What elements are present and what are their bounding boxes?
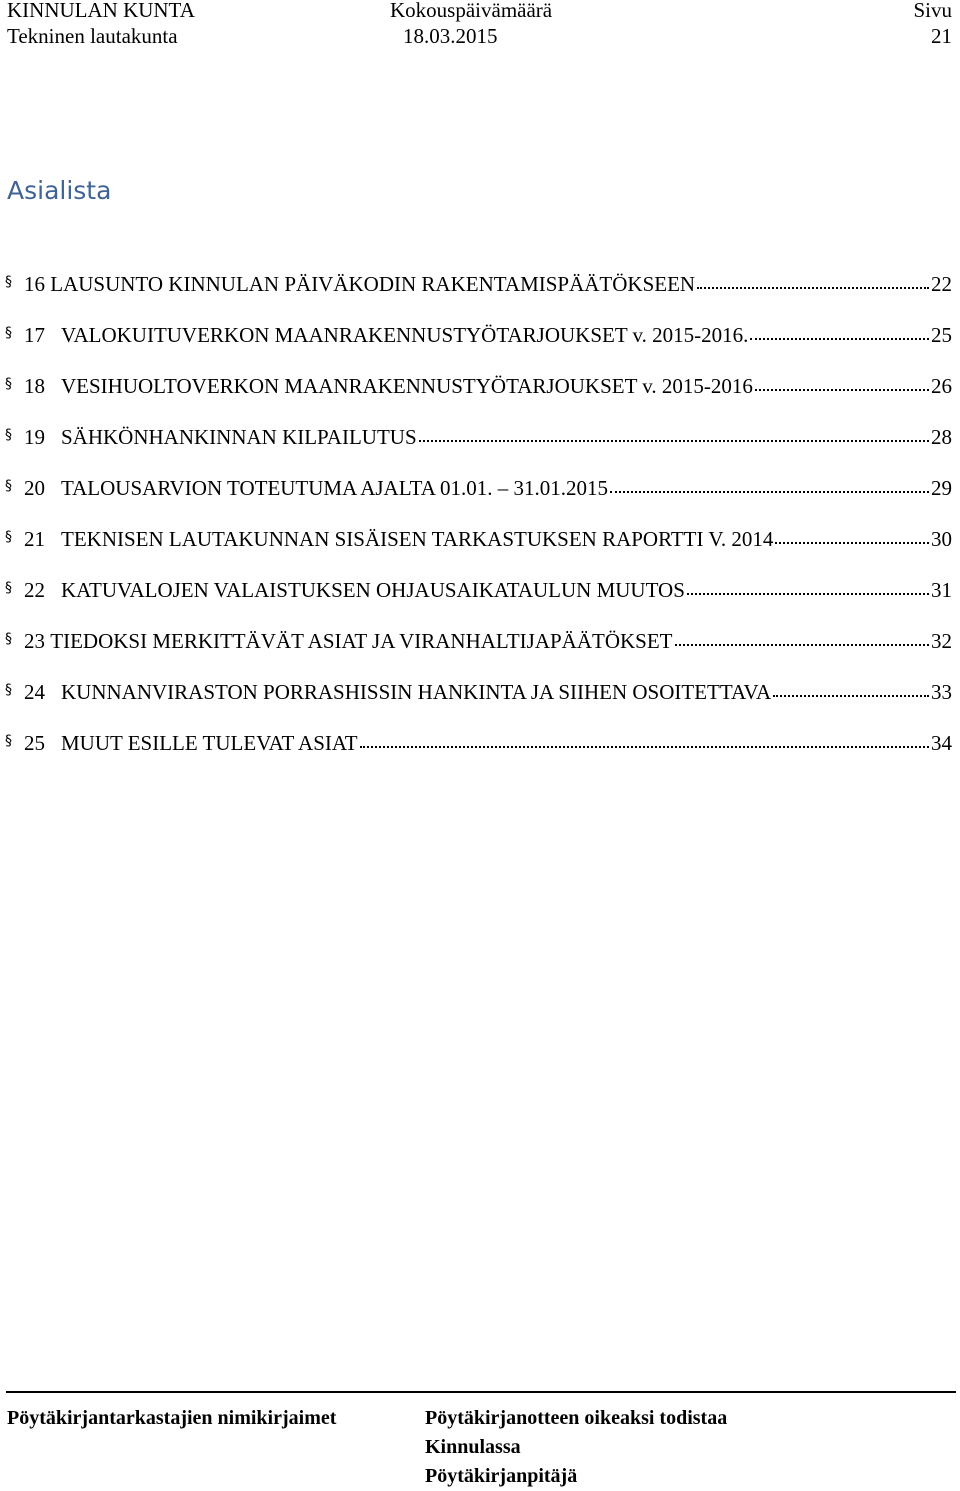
dot-leader [687,592,929,595]
dot-leader [610,490,929,493]
toc-item[interactable] [0,623,960,674]
paragraph-mark-icon: § [5,325,12,341]
toc-item[interactable] [0,470,960,521]
header-date: 18.03.2015 [403,24,498,48]
toc-page-number: 30 [931,527,952,551]
header-body: Tekninen lautakunta [7,24,178,48]
toc-page-number: 25 [931,323,952,347]
toc-page-number: 34 [931,731,952,755]
toc-text: KUNNANVIRASTON PORRASHISSIN HANKINTA JA SIIHEN OSOITETTAVA [61,680,772,704]
paragraph-mark-icon: § [5,529,12,545]
toc-text: LAUSUNTO KINNULAN PÄIVÄKODIN RAKENTAMISPÄÄTÖKSEEN [50,272,696,296]
toc-text: TALOUSARVION TOTEUTUMA AJALTA 01.01. – 31.01.2015 [61,476,609,500]
paragraph-mark-icon: § [5,478,12,494]
paragraph-mark-icon: § [5,274,12,290]
toc-number: 20 [24,476,45,500]
paragraph-mark-icon: § [5,682,12,698]
header-date-label: Kokouspäivämäärä [390,0,553,22]
toc-item[interactable] [0,368,960,419]
toc-text: TIEDOKSI MERKITTÄVÄT ASIAT JA VIRANHALTIJAPÄÄTÖKSET [50,629,673,653]
toc-page-number: 33 [931,680,952,704]
dot-leader [360,745,929,748]
dot-leader [697,286,929,289]
footer-initials-label: Pöytäkirjantarkastajien nimikirjaimet [7,1407,337,1429]
footer-divider [6,1391,956,1393]
toc-page-number: 31 [931,578,952,602]
toc-number: 19 [24,425,45,449]
page-title: Asialista [7,176,112,205]
toc-page-number: 28 [931,425,952,449]
toc-number: 22 [24,578,45,602]
toc-number: 21 [24,527,45,551]
toc-text: SÄHKÖNHANKINNAN KILPAILUTUS [61,425,417,449]
header-org: KINNULAN KUNTA [7,0,195,22]
toc-text: VALOKUITUVERKON MAANRAKENNUSTYÖTARJOUKSET v. 2015-2016. [61,323,749,347]
toc-item[interactable] [0,521,960,572]
paragraph-mark-icon: § [5,427,12,443]
dot-leader [419,439,929,442]
toc-page-number: 22 [931,272,952,296]
header-page-number: 21 [931,24,952,48]
toc-text: MUUT ESILLE TULEVAT ASIAT [61,731,358,755]
paragraph-mark-icon: § [5,733,12,749]
toc-item[interactable] [0,572,960,623]
footer-secretary-label: Pöytäkirjanpitäjä [425,1465,578,1487]
toc-item[interactable] [0,317,960,368]
paragraph-mark-icon: § [5,376,12,392]
footer-place: Kinnulassa [425,1436,521,1458]
toc-text: KATUVALOJEN VALAISTUKSEN OHJAUSAIKATAULUN MUUTOS [61,578,685,602]
toc-page-number: 26 [931,374,952,398]
toc-number: 18 [24,374,45,398]
toc-text: TEKNISEN LAUTAKUNNAN SISÄISEN TARKASTUKSEN RAPORTTI V. 2014 [61,527,774,551]
dot-leader [750,337,929,340]
toc-number: 25 [24,731,45,755]
toc-number: 24 [24,680,45,704]
toc-number: 17 [24,323,45,347]
toc-item[interactable] [0,725,960,776]
paragraph-mark-icon: § [5,631,12,647]
toc-item[interactable] [0,266,960,317]
dot-leader [773,694,929,697]
dot-leader [775,541,929,544]
toc-number: 16 [24,272,45,296]
toc-page-number: 32 [931,629,952,653]
paragraph-mark-icon: § [5,580,12,596]
toc-number: 23 [24,629,45,653]
footer-certified-label: Pöytäkirjanotteen oikeaksi todistaa [425,1407,728,1429]
header-page-label: Sivu [913,0,952,22]
toc-item[interactable] [0,674,960,725]
dot-leader [675,643,930,646]
toc-text: VESIHUOLTOVERKON MAANRAKENNUSTYÖTARJOUKSET v. 2015-2016 [61,374,753,398]
table-of-contents [0,266,960,776]
toc-page-number: 29 [931,476,952,500]
dot-leader [755,388,929,391]
toc-item[interactable] [0,419,960,470]
